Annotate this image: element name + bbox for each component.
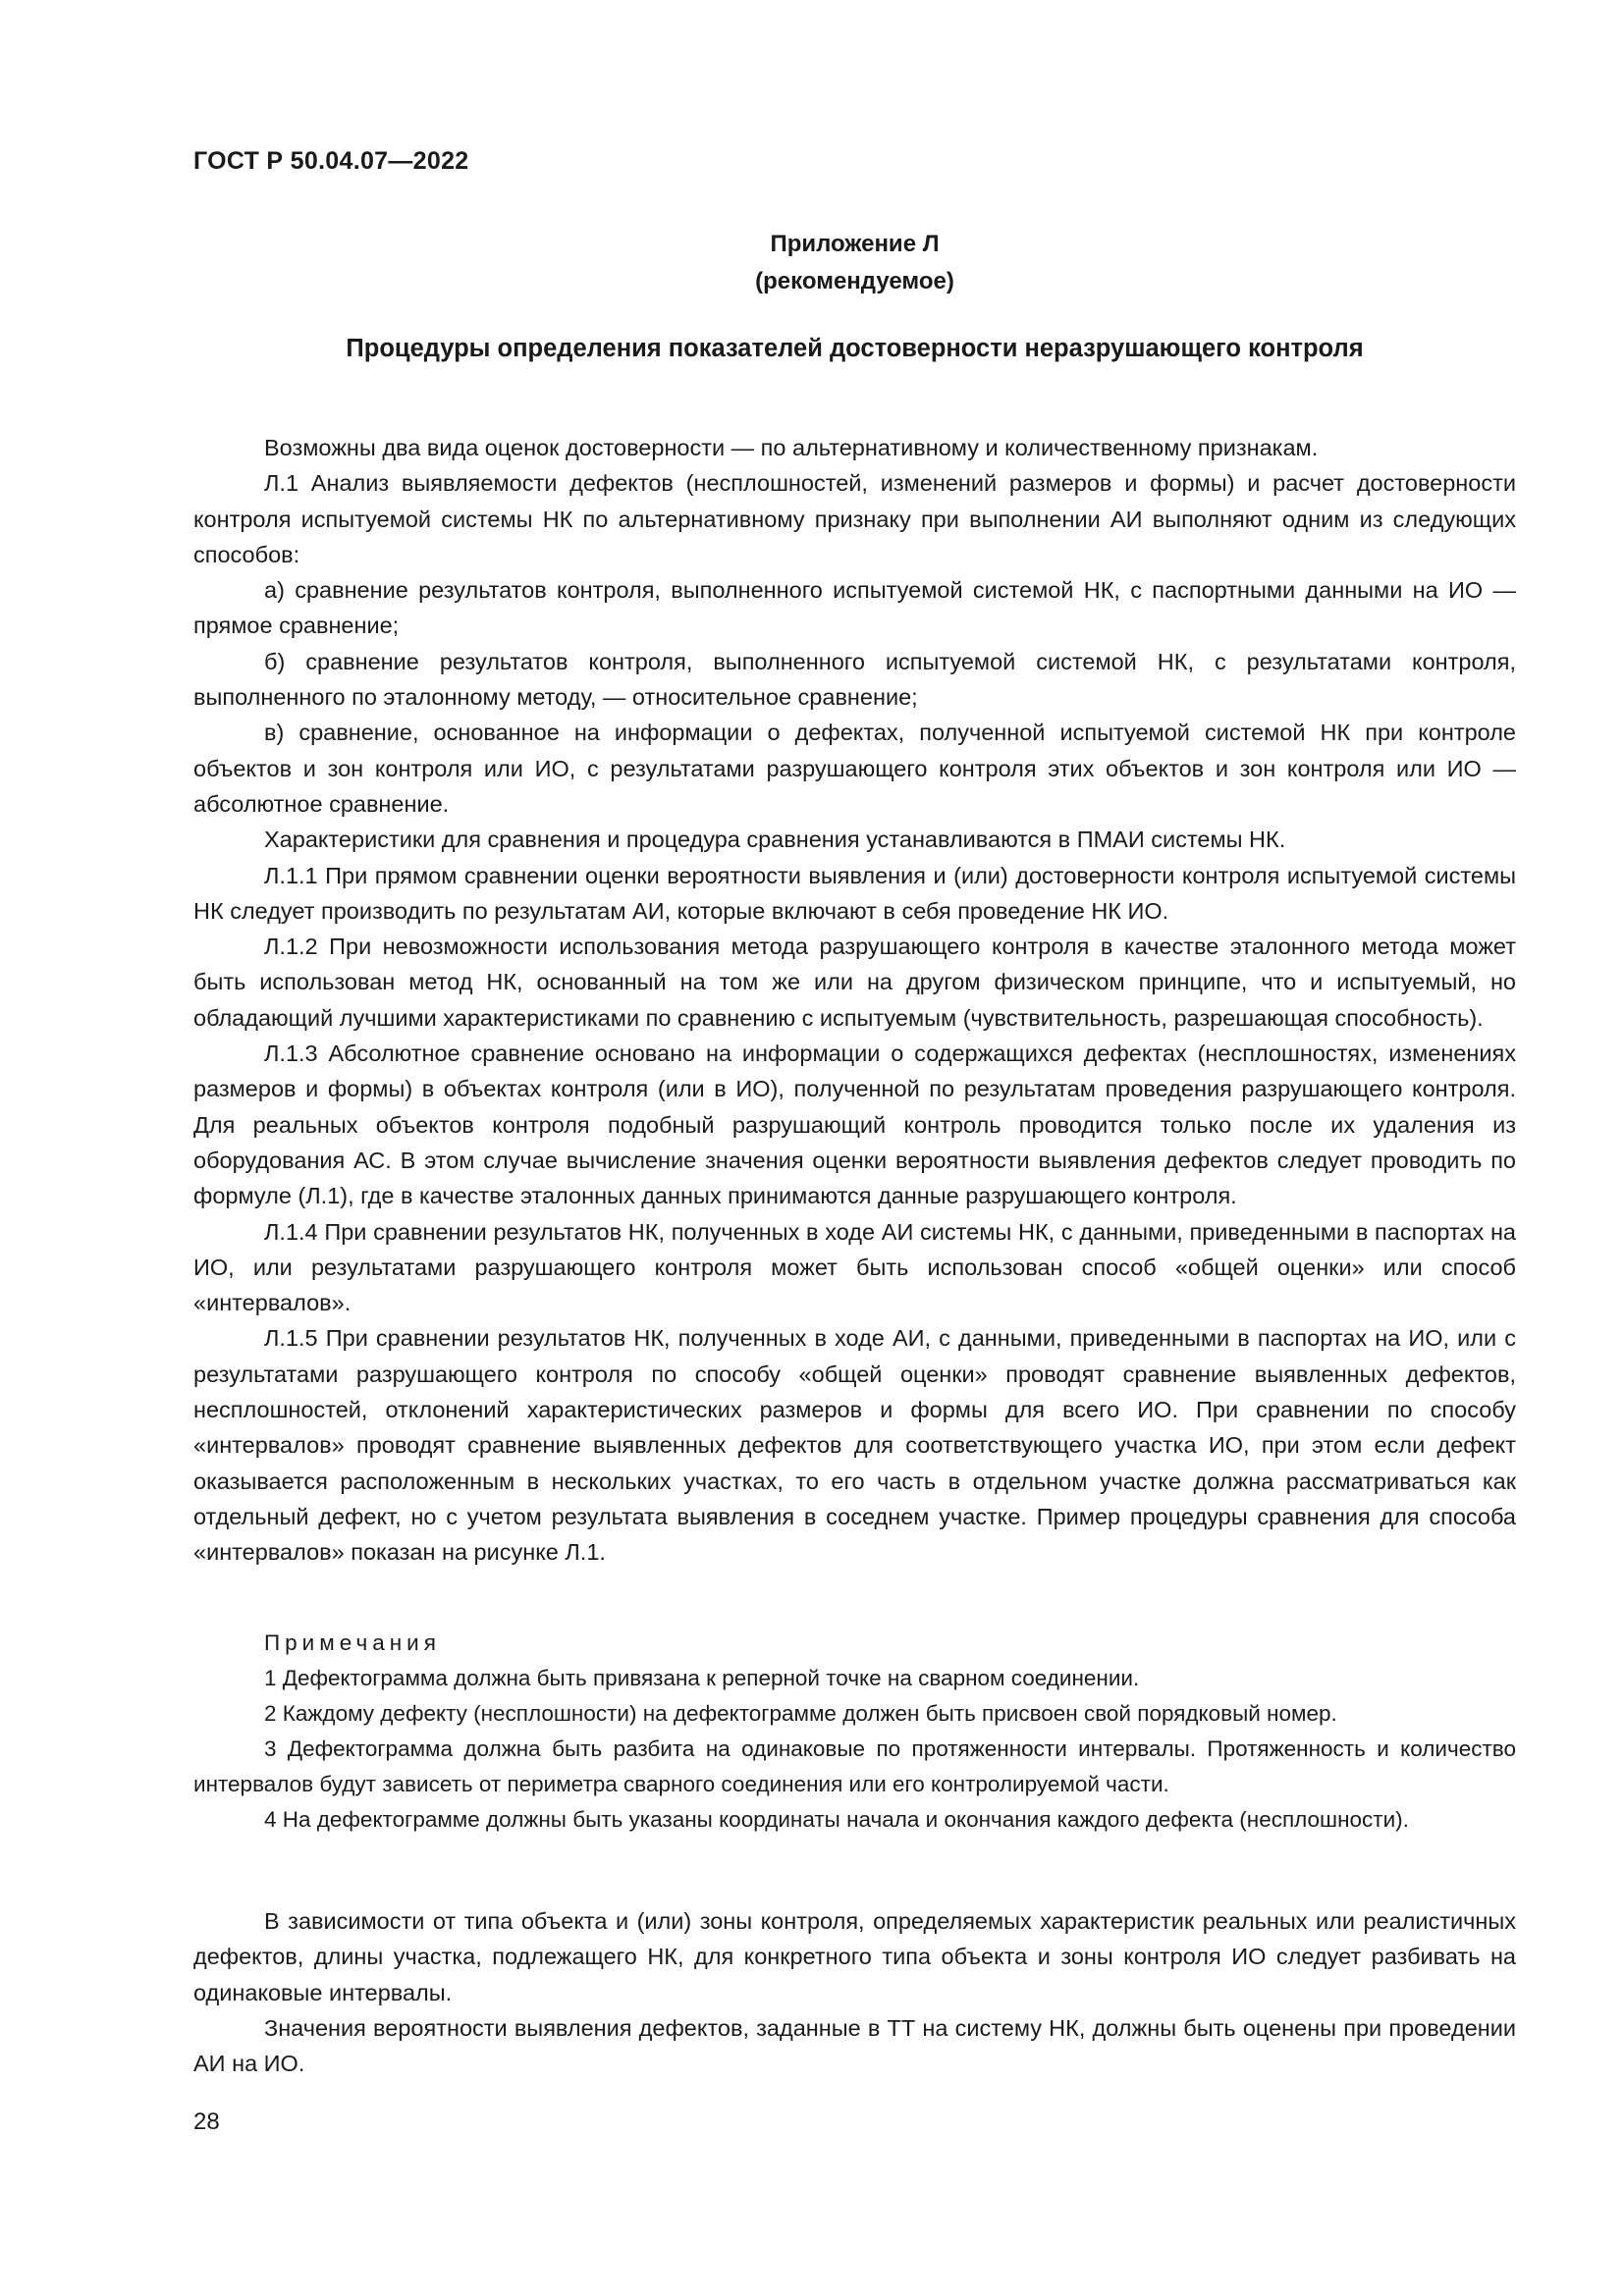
paragraph: б) сравнение результатов контроля, выполненного испытуемой системой НК, с результатами контроля, выполненного по эталонному методу, — относительное сравнение;: [193, 648, 1516, 711]
main-text: [193, 430, 1516, 1571]
notes-heading: Примечания: [264, 1630, 441, 1655]
note-item: 4 На дефектограмме должны быть указаны координаты начала и окончания каждого дефекта (несплошности).: [264, 1807, 1409, 1832]
paragraph: В зависимости от типа объекта и (или) зоны контроля, определяемых характеристик реальных или реалистичных дефектов, длины участка, подлежащего НК, для конкретного типа объекта и зоны контроля ИО следует разбивать на одинаковые интервалы.: [193, 1908, 1516, 2005]
paragraph: Характеристики для сравнения и процедура сравнения устанавливаются в ПМАИ системы НК.: [264, 827, 1286, 853]
note-item: 3 Дефектограмма должна быть разбита на одинаковые по протяженности интервалы. Протяженность и количество интервалов будут зависеть от периметра сварного соединения или его контролируемой части.: [193, 1736, 1516, 1796]
paragraph: Значения вероятности выявления дефектов, заданные в ТТ на систему НК, должны быть оценены при проведении АИ на ИО.: [193, 2014, 1516, 2077]
annex-label: Приложение Л: [770, 231, 940, 257]
section-title: Процедуры определения показателей достоверности неразрушающего контроля: [346, 335, 1364, 362]
note-item: 2 Каждому дефекту (несплошности) на дефектограмме должен быть присвоен свой порядковый номер.: [264, 1701, 1337, 1726]
paragraph: Л.1 Анализ выявляемости дефектов (несплошностей, изменений размеров и формы) и расчет достоверности контроля испытуемой системы НК по альтернативному признаку при выполнении АИ выполняют одним из следующих способов:: [193, 470, 1516, 567]
paragraph: Л.1.5 При сравнении результатов НК, полученных в ходе АИ, с данными, приведенными в паспортах на ИО, или с результатами разрушающего контроля по способу «общей оценки» проводят сравнение выявленных дефектов, несплошностей, отклонений характеристических размеров и формы для всего ИО. При сравнении по способу «интервалов» проводят сравнение выявленных дефектов для соответствующего участка ИО, при этом если дефект оказывается расположенным в нескольких участках, то его часть в отдельном участке должна рассматриваться как отдельный дефект, но с учетом результата выявления в соседнем участке. Пример процедуры сравнения для способа «интервалов» показан на рисунке Л.1.: [193, 1325, 1516, 1566]
note-item: 1 Дефектограмма должна быть привязана к реперной точке на сварном соединении.: [264, 1666, 1140, 1690]
annex-heading: [193, 226, 1516, 300]
page-number: 28: [193, 2109, 220, 2135]
document-id: ГОСТ Р 50.04.07—2022: [193, 147, 469, 175]
notes-block: [193, 1626, 1516, 1838]
paragraph: Возможны два вида оценок достоверности — по альтернативному и количественному признакам.: [264, 435, 1319, 460]
paragraph: Л.1.4 При сравнении результатов НК, полученных в ходе АИ системы НК, с данными, приведенными в паспортах на ИО, или результатами разрушающего контроля может быть использован способ «общей оценки» или способ «интервалов».: [193, 1218, 1516, 1316]
paragraph: Л.1.1 При прямом сравнении оценки вероятности выявления и (или) достоверности контроля испытуемой системы НК следует производить по результатам АИ, которые включают в себя проведение НК ИО.: [193, 862, 1516, 924]
paragraph: в) сравнение, основанное на информации о дефектах, полученной испытуемой системой НК при контроле объектов и зон контроля или ИО, с результатами разрушающего контроля этих объектов и зон контроля или ИО — абсолютное сравнение.: [193, 720, 1516, 817]
paragraph: а) сравнение результатов контроля, выполненного испытуемой системой НК, с паспортными данными на ИО — прямое сравнение;: [193, 577, 1516, 639]
annex-status: (рекомендуемое): [755, 268, 954, 294]
paragraph: Л.1.3 Абсолютное сравнение основано на информации о содержащихся дефектах (несплошностях, изменениях размеров и формы) в объектах контроля (или в ИО), полученной по результатам проведения разрушающего контроля. Для реальных объектов контроля подобный разрушающий контроль проводится только после их удаления из оборудования АС. В этом случае вычисление значения оценки вероятности выявления дефектов следует проводить по формуле (Л.1), где в качестве эталонных данных принимаются данные разрушающего контроля.: [193, 1041, 1516, 1209]
paragraph: Л.1.2 При невозможности использования метода разрушающего контроля в качестве эталонного метода может быть использован метод НК, основанный на том же или на другом физическом принципе, что и испытуемый, но обладающий лучшими характеристиками по сравнению с испытуемым (чувствительность, разрешающая способность).: [193, 934, 1516, 1031]
closing-text: [193, 1903, 1516, 2081]
